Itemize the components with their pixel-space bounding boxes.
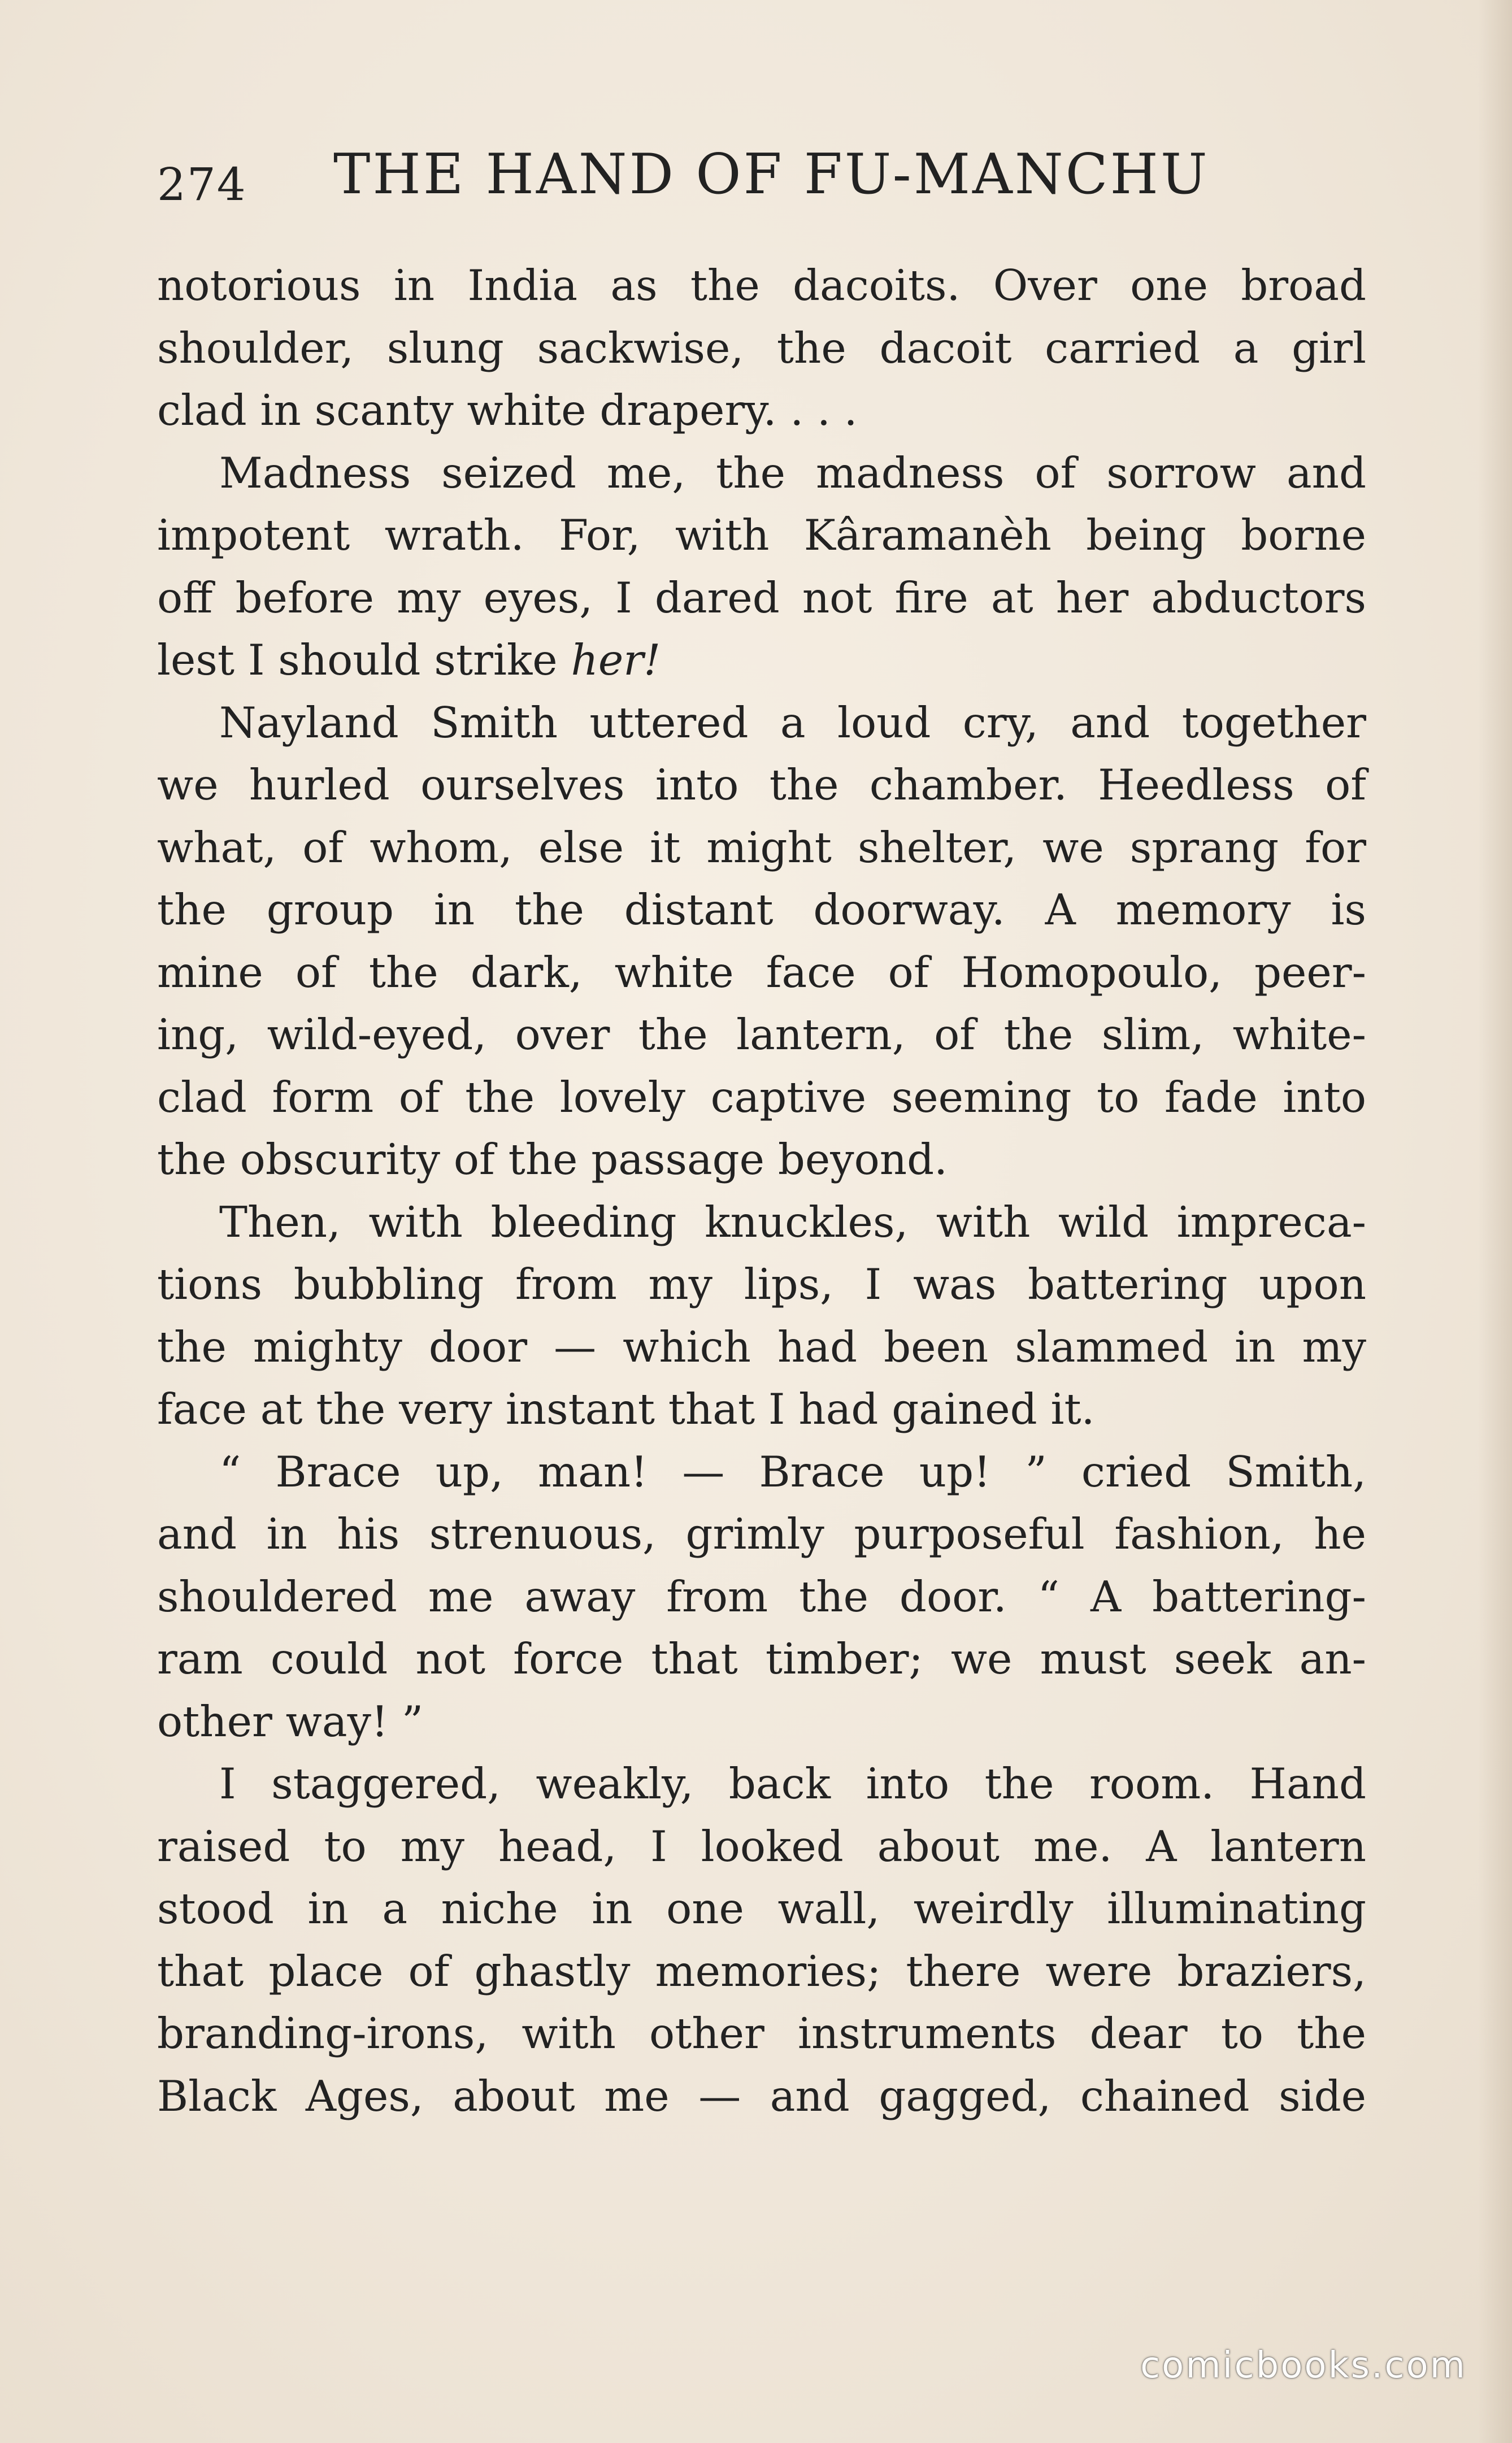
- text-line: branding-irons, with other instruments dear to the: [157, 2009, 1366, 2058]
- text-line: ing, wild-eyed, over the lantern, of the slim, white-: [157, 1010, 1366, 1059]
- text-line: clad form of the lovely captive seeming to fade into: [157, 1072, 1366, 1122]
- text-line: shouldered me away from the door. “ A battering-: [157, 1571, 1366, 1622]
- text-line: tions bubbling from my lips, I was battering upon: [157, 1259, 1366, 1309]
- text-line: the mighty door — which had been slammed in my: [157, 1322, 1366, 1372]
- page-number: 274: [157, 158, 247, 211]
- body-text: [157, 254, 1366, 2127]
- text-line: the group in the distant doorway. A memory is: [157, 885, 1366, 934]
- text-line: the obscurity of the passage beyond.: [157, 1134, 948, 1184]
- text-line: stood in a niche in one wall, weirdly illuminating: [157, 1884, 1366, 1933]
- text-line: that place of ghastly memories; there were braziers,: [157, 1946, 1366, 1996]
- text-line: raised to my head, I looked about me. A lantern: [157, 1821, 1366, 1871]
- text-line: Then, with bleeding knuckles, with wild impreca-: [219, 1197, 1366, 1247]
- text-line: and in his strenuous, grimly purposeful fashion, he: [157, 1509, 1366, 1559]
- text-line: I staggered, weakly, back into the room. Hand: [219, 1759, 1366, 1809]
- text-line: Madness seized me, the madness of sorrow and: [219, 447, 1366, 498]
- text-line: impotent wrath. For, with Kâramanèh being borne: [157, 510, 1366, 560]
- text-line: Nayland Smith uttered a loud cry, and together: [219, 697, 1366, 747]
- text-line: face at the very instant that I had gained it.: [157, 1384, 1095, 1434]
- text-line: what, of whom, else it might shelter, we sprang for: [157, 822, 1366, 872]
- text-line: off before my eyes, I dared not fire at her abductors: [157, 572, 1366, 623]
- running-title: THE HAND OF FU-MANCHU: [333, 142, 1210, 207]
- text-line: clad in scanty white drapery. . . .: [157, 385, 858, 435]
- text-line: other way! ”: [157, 1696, 424, 1746]
- page-edge-shadow: [1478, 0, 1512, 2443]
- text-line: we hurled ourselves into the chamber. Heedless of: [157, 760, 1366, 810]
- text-line: notorious in India as the dacoits. Over one broad: [157, 260, 1366, 310]
- text-line: shoulder, slung sackwise, the dacoit carried a girl: [157, 323, 1366, 373]
- text-line: mine of the dark, white face of Homopoulo, peer-: [157, 947, 1366, 997]
- text-line: Black Ages, about me — and gagged, chained side: [157, 2071, 1366, 2121]
- text-line: ram could not force that timber; we must seek an-: [157, 1634, 1366, 1684]
- text-line: “ Brace up, man! — Brace up! ” cried Smith,: [219, 1446, 1366, 1497]
- watermark-logo: comicbooks.com: [1140, 2345, 1467, 2387]
- text-line: lest I should strike her!: [157, 635, 661, 685]
